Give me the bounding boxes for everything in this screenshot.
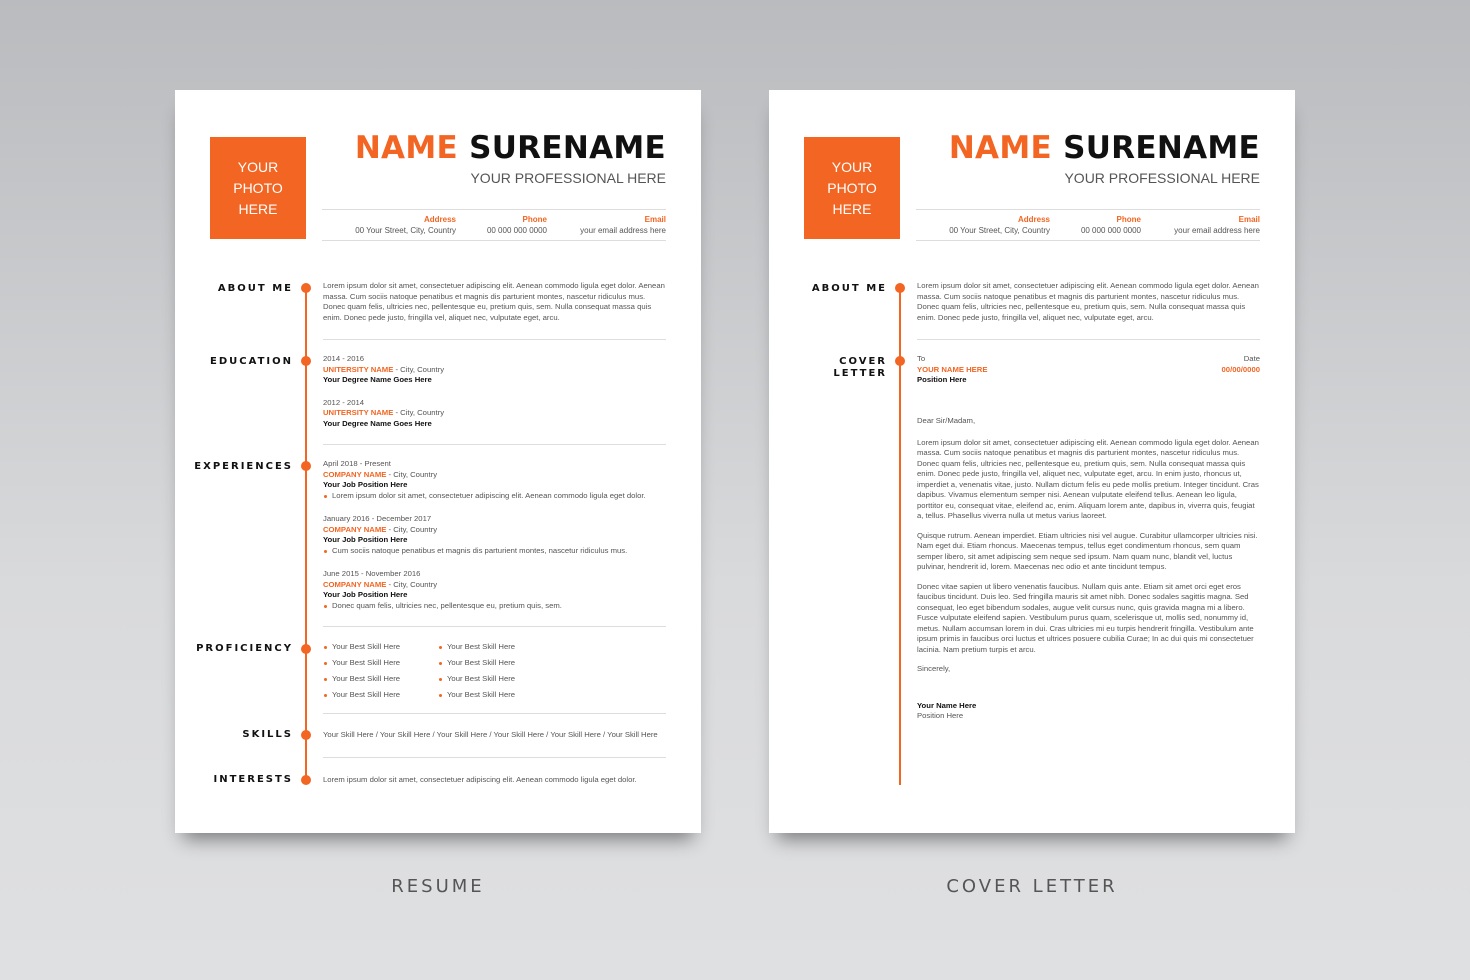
contact-label: Email bbox=[644, 215, 666, 224]
proficiency-item: Your Best Skill Here bbox=[323, 658, 438, 669]
contact-value: your email address here bbox=[1174, 226, 1260, 235]
job-bullet: Cum sociis natoque penatibus et magnis dis parturient montes, nascetur ridiculus mus. bbox=[323, 546, 666, 557]
job-bullet: Donec quam felis, ultricies nec, pellentesque eu, pretium quis, sem. bbox=[323, 601, 666, 612]
divider bbox=[917, 339, 1260, 340]
contact-value: 00 000 000 0000 bbox=[486, 226, 547, 235]
job-position: Your Job Position Here bbox=[323, 535, 408, 544]
contact-email bbox=[580, 214, 666, 236]
section-title-experiences: EXPERIENCES bbox=[194, 461, 293, 472]
section-title-line: COVER bbox=[839, 356, 887, 367]
proficiency-item: Your Best Skill Here bbox=[438, 658, 553, 669]
section-title-skills: SKILLS bbox=[242, 729, 293, 740]
job-position: Your Job Position Here bbox=[323, 480, 408, 489]
degree-name: Your Degree Name Goes Here bbox=[323, 375, 432, 384]
full-name bbox=[949, 130, 1260, 166]
last-name: SURENAME bbox=[1063, 130, 1260, 166]
divider bbox=[323, 339, 666, 340]
letter-paragraph: Quisque rutrum. Aenean imperdiet. Etiam ultricies nisi vel augue. Curabitur ullamcorper ultricies nisi. Nam eget dui. Etiam rhoncus. Maecenas tempus, tellus eget condimentum rhoncus, sem quam semper libero, sit amet adipiscing sem neque sed ipsum. Nam quam nunc, blandit vel, luctus pulvinar, hendrerit id, lorem. Maecenas nec odio et ante tincidunt tempus. bbox=[917, 530, 1258, 571]
resume-page bbox=[175, 90, 701, 833]
section-title-about: ABOUT ME bbox=[811, 283, 887, 294]
timeline-dot bbox=[895, 356, 905, 366]
timeline-dot bbox=[301, 356, 311, 366]
greeting: Dear Sir/Madam, bbox=[917, 416, 976, 425]
resume-caption: RESUME bbox=[391, 876, 485, 897]
last-name: SURENAME bbox=[469, 130, 666, 166]
contact-address bbox=[355, 214, 456, 236]
company-location: - City, Country bbox=[386, 469, 438, 479]
school-location: - City, Country bbox=[393, 364, 445, 374]
job-dates: April 2018 - Present bbox=[323, 459, 391, 468]
letter-paragraph: Donec vitae sapien ut libero venenatis faucibus. Nullam quis ante. Etiam sit amet orci eget eros faucibus tincidunt. Duis leo. Sed fringilla mauris sit amet nibh. Donec sodales sagittis magna. Sed consequat, leo eget bibendum sodales, augue velit cursus nunc, quis gravida magna mi a libero. Fusce vulputate eleifend sapien. Vestibulum purus quam, scelerisque ut, mollis sed, nonummy id, metus. Nullam accumsan lorem in dui. Cras ultricies mi eu turpis hendrerit fringilla. Vestibulum ante ipsum primis in faucibus orci luctus et ultrices posuere cubilia Curae; In ac dui quis mi consectetuer lacinia. Nam pretium turpis et arcu. bbox=[917, 581, 1254, 654]
contact-phone bbox=[1081, 214, 1141, 236]
about-text: Lorem ipsum dolor sit amet, consectetuer adipiscing elit. Aenean commodo ligula eget dolor. Aenean massa. Cum sociis natoque penatibus et magnis dis parturient montes, nascetur ridiculus mus. Donec quam felis, ultricies nec, pellentesque eu, pretium quis, sem. Nulla consequat massa quis enim. Donec pede justo, fringilla vel, aliquet nec, vulputate eget, arcu. bbox=[917, 281, 1259, 322]
education-entry bbox=[323, 354, 666, 386]
recipient-name: YOUR NAME HERE bbox=[917, 364, 988, 374]
photo-text: PHOTO bbox=[827, 179, 877, 196]
contact-label: Phone bbox=[522, 215, 547, 224]
first-name: NAME bbox=[948, 130, 1052, 166]
school-location: - City, Country bbox=[393, 408, 445, 417]
contact-phone bbox=[487, 214, 547, 236]
photo-text: YOUR bbox=[831, 158, 873, 175]
photo-text: HERE bbox=[238, 200, 278, 217]
education-list bbox=[323, 354, 666, 441]
contact-bar bbox=[916, 209, 1260, 241]
section-title-line: LETTER bbox=[833, 368, 887, 379]
proficiency-item: Your Best Skill Here bbox=[323, 690, 438, 701]
skills-text: Your Skill Here / Your Skill Here / Your Skill Here / Your Skill Here / Your Skill Here / Your Skill Here bbox=[323, 730, 658, 739]
letter-date bbox=[917, 354, 1260, 375]
letter-paragraph: Lorem ipsum dolor sit amet, consectetuer adipiscing elit. Aenean commodo ligula eget dolor. Aenean massa. Cum sociis natoque penatibus et magnis dis parturient montes, nascetur ridiculus mus. Donec quam felis, ultricies nec, pellentesque eu, pretium quis, sem. Nulla consequat massa quis enim. Donec pede justo, fringilla vel, aliquet nec, vulputate eget, arcu. In enim justo, rhoncus ut, imperdiet a, venenatis vitae, justo. Nullam dictum felis eu pede mollis pretium. Integer tincidunt. Cras dapibus. Vivamus elementum semper nisi. Aenean vulputate eleifend tellus. Aenean leo ligula, porttitor eu, consequat vitae, eleifend ac, enim. Aliquam lorem ante, dapibus in, viverra quis, feugiat a, tellus. Phasellus viverra nulla ut metus varius laoreet. bbox=[917, 437, 1259, 520]
cover-letter-caption: COVER LETTER bbox=[946, 876, 1118, 897]
contact-address bbox=[949, 214, 1050, 236]
company-name: COMPANY NAME bbox=[323, 524, 387, 534]
photo-text: YOUR bbox=[237, 158, 279, 175]
section-title-education: EDUCATION bbox=[210, 356, 293, 367]
contact-value: your email address here bbox=[580, 226, 666, 235]
school-name: UNITERSITY NAME bbox=[323, 364, 394, 374]
timeline-dot bbox=[301, 283, 311, 293]
timeline-dot bbox=[895, 283, 905, 293]
school-name: UNITERSITY NAME bbox=[323, 408, 394, 417]
company-location: - City, Country bbox=[386, 579, 438, 589]
proficiency-list bbox=[323, 642, 666, 701]
full-name bbox=[355, 130, 666, 166]
contact-value: 00 000 000 0000 bbox=[1080, 226, 1141, 235]
job-dates: January 2016 - December 2017 bbox=[323, 514, 432, 523]
closing: Sincerely, bbox=[917, 664, 951, 673]
interests-text: Lorem ipsum dolor sit amet, consectetuer adipiscing elit. Aenean commodo ligula eget dolor. bbox=[323, 775, 637, 784]
proficiency-item: Your Best Skill Here bbox=[438, 690, 553, 701]
section-title-cover-letter bbox=[833, 356, 887, 380]
contact-value: 00 Your Street, City, Country bbox=[949, 226, 1050, 235]
company-name: COMPANY NAME bbox=[323, 579, 387, 589]
date-value: 00/00/0000 bbox=[1221, 364, 1260, 374]
to-label: To bbox=[917, 354, 926, 363]
section-title-proficiency: PROFICIENCY bbox=[196, 643, 293, 654]
company-location: - City, Country bbox=[386, 524, 438, 534]
cover-letter-page bbox=[769, 90, 1295, 833]
contact-label: Email bbox=[1238, 215, 1260, 224]
professional-title: YOUR PROFESSIONAL HERE bbox=[1064, 170, 1260, 186]
contact-label: Address bbox=[1017, 215, 1050, 224]
letter-body bbox=[917, 416, 1260, 722]
date-label: Date bbox=[1243, 354, 1260, 363]
experience-list bbox=[323, 459, 666, 623]
proficiency-item: Your Best Skill Here bbox=[323, 642, 438, 653]
signer-position: Position Here bbox=[917, 711, 964, 720]
experience-entry bbox=[323, 569, 666, 611]
timeline-dot bbox=[301, 775, 311, 785]
professional-title: YOUR PROFESSIONAL HERE bbox=[470, 170, 666, 186]
job-dates: June 2015 - November 2016 bbox=[323, 569, 421, 578]
photo-placeholder bbox=[210, 137, 306, 239]
contact-email bbox=[1174, 214, 1260, 236]
experience-entry bbox=[323, 459, 666, 501]
degree-name: Your Degree Name Goes Here bbox=[323, 418, 432, 428]
recipient-position: Position Here bbox=[917, 375, 967, 384]
contact-bar bbox=[322, 209, 666, 241]
timeline-dot bbox=[301, 644, 311, 654]
divider bbox=[323, 444, 666, 445]
signer-name: Your Name Here bbox=[917, 700, 977, 710]
job-bullet: Lorem ipsum dolor sit amet, consectetuer adipiscing elit. Aenean commodo ligula eget dolor. bbox=[323, 491, 666, 502]
divider bbox=[323, 757, 666, 758]
divider bbox=[323, 626, 666, 627]
proficiency-item: Your Best Skill Here bbox=[438, 642, 553, 653]
proficiency-item: Your Best Skill Here bbox=[438, 674, 553, 685]
education-entry bbox=[323, 398, 666, 430]
contact-value: 00 Your Street, City, Country bbox=[355, 226, 456, 235]
experience-entry bbox=[323, 514, 666, 556]
timeline-dot bbox=[301, 730, 311, 740]
first-name: NAME bbox=[354, 130, 458, 166]
photo-text: PHOTO bbox=[233, 179, 283, 196]
proficiency-item: Your Best Skill Here bbox=[323, 674, 438, 685]
education-years: 2014 - 2016 bbox=[323, 354, 365, 363]
divider bbox=[323, 713, 666, 714]
section-title-about: ABOUT ME bbox=[217, 283, 293, 294]
photo-placeholder bbox=[804, 137, 900, 239]
contact-label: Address bbox=[423, 215, 456, 224]
photo-text: HERE bbox=[832, 200, 872, 217]
about-text: Lorem ipsum dolor sit amet, consectetuer adipiscing elit. Aenean commodo ligula eget dolor. Aenean massa. Cum sociis natoque penatibus et magnis dis parturient montes, nascetur ridiculus mus. Donec quam felis, ultricies nec, pellentesque eu, pretium quis, sem. Nulla consequat massa quis enim. Donec pede justo, fringilla vel, aliquet nec, vulputate eget, arcu. bbox=[323, 281, 665, 322]
contact-label: Phone bbox=[1116, 215, 1141, 224]
timeline-dot bbox=[301, 461, 311, 471]
section-title-interests: INTERESTS bbox=[213, 774, 293, 785]
education-years: 2012 - 2014 bbox=[323, 397, 365, 407]
company-name: COMPANY NAME bbox=[323, 469, 387, 479]
job-position: Your Job Position Here bbox=[323, 590, 408, 599]
